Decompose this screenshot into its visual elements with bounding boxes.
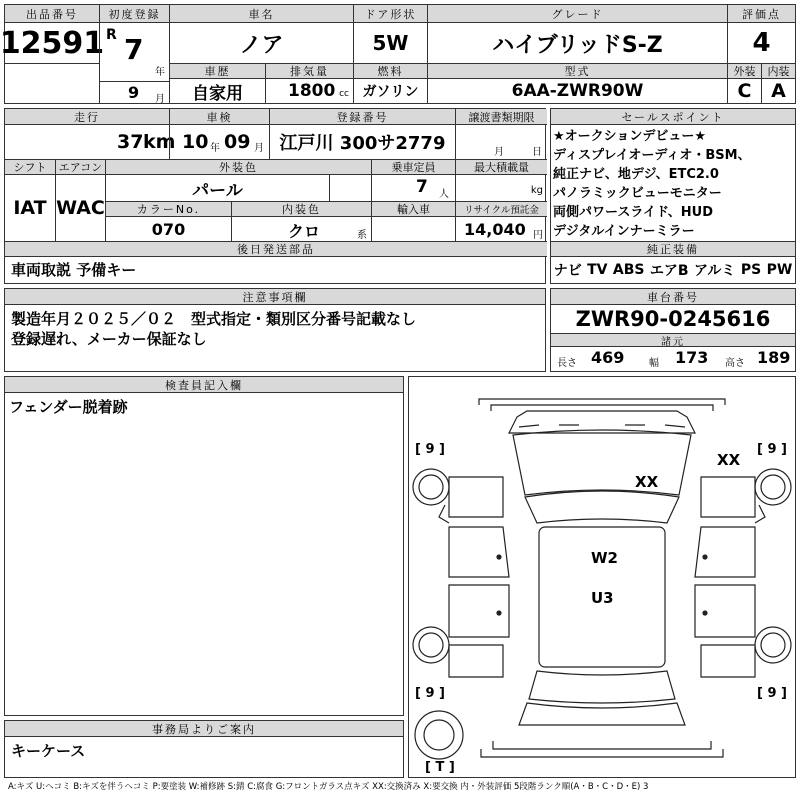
month-unit: 月 (155, 94, 165, 105)
history-label: 車歴 (169, 63, 265, 79)
tyre-rear-right-score: [ 9 ] (757, 686, 787, 701)
inspection-cell (169, 125, 269, 159)
capacity-label: 乗車定員 (371, 159, 455, 175)
cc-unit: cc (339, 89, 349, 99)
fuel: ガソリン (353, 79, 427, 103)
equipment-item: ABS (612, 262, 645, 278)
inspector-section (4, 376, 404, 716)
tyre-front-right-score: [ 9 ] (757, 442, 787, 457)
wheel-rear-right-rim (761, 633, 785, 657)
int-color-cell (231, 217, 371, 241)
shift-label: シフト (5, 159, 55, 175)
note-line: 製造年月２０２５／０２ 型式指定・類別区分番号記載なし (11, 310, 417, 328)
rear-bumper-inner (493, 741, 711, 749)
note-line: 登録遅れ、メーカー保証なし (11, 330, 207, 348)
damage-mark-hood: XX (635, 473, 659, 491)
recycle-unit: 円 (533, 230, 543, 241)
office-notes: キーケース (11, 742, 86, 760)
color-no-label: カラーNo. (105, 201, 231, 217)
recycle-cell (455, 217, 547, 241)
sales-point-line: デジタルインナーミラー (553, 224, 695, 239)
damage-mark-front-right: XX (717, 451, 741, 469)
windshield (525, 491, 679, 523)
front-bumper-inner (491, 405, 713, 411)
interior-label: 内装 (761, 63, 795, 79)
color-no: 070 (105, 217, 231, 241)
right-front-fender (701, 477, 755, 517)
right-rear-quarter (701, 645, 755, 677)
transfer-label: 譲渡書類期限 (455, 109, 547, 125)
equipment-item: アルミ (693, 263, 736, 279)
spare-tyre (415, 711, 463, 759)
right-mirror (755, 505, 765, 523)
vehicle-header-section (0, 4, 796, 105)
int-color-label: 内装色 (231, 201, 371, 217)
left-front-fender (449, 477, 503, 517)
era: R (106, 27, 117, 43)
plate-number: 江戸川 300サ2779 (269, 125, 455, 159)
equipment-item: TV (587, 262, 608, 278)
mileage: 37 (117, 131, 144, 153)
mileage-label: 走行 (5, 109, 169, 125)
wheel-rear-left-rim (419, 633, 443, 657)
damage-mark-rear: U3 (591, 589, 614, 607)
lot-no: 12591 (0, 25, 105, 61)
insp-month: 09 (224, 131, 251, 153)
left-rear-quarter (449, 645, 503, 677)
int-color: クロ (288, 222, 321, 241)
fuel-label: 燃料 (353, 63, 427, 79)
tyre-front-left-score: [ 9 ] (415, 442, 445, 457)
history: 自家用 (169, 79, 265, 103)
model-label: 型式 (427, 63, 727, 79)
notes-section (4, 288, 546, 372)
equipment-label: 純正装備 (551, 241, 795, 257)
chassis-section (550, 288, 796, 372)
rear-glass (529, 671, 675, 703)
right-front-door (695, 527, 755, 577)
shift: IAT (13, 197, 47, 219)
score-label: 評価点 (727, 5, 795, 23)
sales-point-line: 純正ナビ、地デジ、ETC2.0 (553, 167, 719, 182)
car-name-label: 車名 (169, 5, 353, 23)
sales-point-line: ★オークションデビュー★ (553, 129, 707, 144)
right-rear-handle (703, 611, 707, 615)
model-code: 6AA-ZWR90W (427, 79, 727, 103)
exterior-grade: C (727, 79, 761, 103)
office-label: 事務局よりご案内 (5, 721, 403, 737)
reg-year: 7 (124, 33, 144, 66)
transfer-cell (455, 125, 547, 159)
width-value: 173 (675, 348, 709, 367)
damage-mark-roof: W2 (591, 549, 618, 567)
plate-label: 登録番号 (269, 109, 455, 125)
spare-tyre-rim (424, 720, 454, 750)
exterior-label: 外装 (727, 63, 761, 79)
capacity-unit: 人 (439, 189, 449, 200)
transfer-month-unit: 月 (494, 147, 504, 158)
chassis-number: ZWR90-0245616 (575, 307, 771, 331)
width-label: 幅 (649, 358, 659, 369)
inspector-label: 検査員記入欄 (5, 377, 403, 393)
recycle-fee: 14,040 (464, 220, 526, 239)
later-parts: 車両取説 予備キー (11, 261, 137, 279)
car-diagram (409, 377, 795, 777)
capacity: 7 (416, 177, 428, 197)
color-label: 外装色 (105, 159, 371, 175)
height-label: 高さ (725, 358, 745, 369)
load-unit: kg (530, 185, 543, 196)
lot-no-blank (5, 63, 99, 103)
spec-label: 諸元 (551, 333, 795, 347)
lot-no-label: 出品番号 (5, 5, 99, 23)
displacement: 1800 (288, 81, 336, 101)
capacity-cell (371, 175, 455, 201)
int-color-unit: 系 (357, 230, 367, 241)
hood-panel (513, 430, 691, 495)
score: 4 (727, 23, 795, 63)
color-blank (329, 175, 371, 201)
height-value: 189 (757, 348, 791, 367)
car-name: ノア (169, 23, 353, 63)
door-label: ドア形状 (353, 5, 427, 23)
sales-point-line: パノラミックビューモニター (553, 186, 722, 201)
later-parts-label: 後日発送部品 (5, 241, 547, 257)
right-front-handle (703, 555, 707, 559)
equipment-item: PS (740, 262, 762, 278)
length-label: 長さ (557, 358, 577, 369)
left-front-handle (497, 555, 501, 559)
rear-hatch (519, 703, 685, 725)
wheel-front-right-rim (761, 475, 785, 499)
damage-code-legend: A:キズ U:ヘコミ B:キズを伴うヘコミ P:要塗装 W:補修跡 S:錆 C:腐食 G:フロントガラス点キズ XX:交換済み X:要交換 内・外装評価 5段階ランク順(A・B・C・D・E) 3 (8, 782, 649, 792)
rear-bumper-outline (481, 749, 723, 757)
left-mirror (439, 505, 449, 523)
inspection-label: 車検 (169, 109, 269, 125)
equipment-item: エアB (649, 263, 689, 279)
insp-month-unit: 月 (254, 143, 264, 154)
equipment-item: ナビ (553, 263, 582, 279)
insp-year: 10 (182, 131, 209, 153)
headlight-marks (519, 425, 685, 427)
notes-label: 注意事項欄 (5, 289, 545, 305)
equipment-list (551, 257, 795, 283)
ac-label: エアコン (55, 159, 105, 175)
spare-tyre-label: [ T ] (425, 760, 455, 775)
first-reg-cell (99, 23, 169, 81)
insp-year-unit: 年 (210, 143, 220, 154)
notes-text (11, 309, 541, 349)
sales-point-line: 両側パワースライド、HUD (553, 205, 714, 220)
recycle-label: リサイクル預託金 (455, 201, 547, 217)
tyre-rear-left-score: [ 9 ] (415, 686, 445, 701)
grade-label: グレード (427, 5, 727, 23)
wheel-front-left (413, 469, 449, 505)
door-type: 5W (353, 23, 427, 63)
exterior-color: パール (105, 175, 329, 201)
displacement-label: 排気量 (265, 63, 353, 79)
reg-month-cell (99, 81, 169, 103)
vehicle-details-section (4, 108, 546, 284)
first-reg-label: 初度登録 (99, 5, 169, 23)
sales-points-list (551, 127, 795, 243)
chassis-label: 車台番号 (551, 289, 795, 305)
office-section (4, 720, 404, 778)
grade: ハイブリッドS-Z (427, 23, 727, 63)
wheel-front-left-rim (419, 475, 443, 499)
import-label: 輸入車 (371, 201, 455, 217)
spec-row (551, 347, 795, 371)
equipment-item: PW (766, 262, 793, 278)
reg-month: 9 (128, 83, 140, 102)
import-cell (371, 217, 455, 241)
sales-points-section (550, 108, 796, 284)
km-unit: km (143, 131, 176, 153)
sales-points-label: セールスポイント (551, 109, 795, 125)
car-diagram-section (408, 376, 796, 778)
left-rear-handle (497, 611, 501, 615)
left-front-door (449, 527, 509, 577)
interior-grade: A (761, 79, 795, 103)
displacement-cell (265, 79, 353, 103)
mileage-cell (5, 125, 176, 159)
inspector-notes: フェンダー脱着跡 (9, 398, 128, 416)
length-value: 469 (591, 348, 625, 367)
year-unit: 年 (155, 67, 165, 78)
max-load-cell (455, 175, 547, 201)
ac: WAC (55, 175, 105, 241)
front-bumper-outline (479, 399, 725, 405)
max-load-label: 最大積載量 (455, 159, 547, 175)
transfer-day-unit: 日 (532, 147, 542, 158)
sales-point-line: ディスプレイオーディオ・BSM、 (553, 148, 751, 163)
